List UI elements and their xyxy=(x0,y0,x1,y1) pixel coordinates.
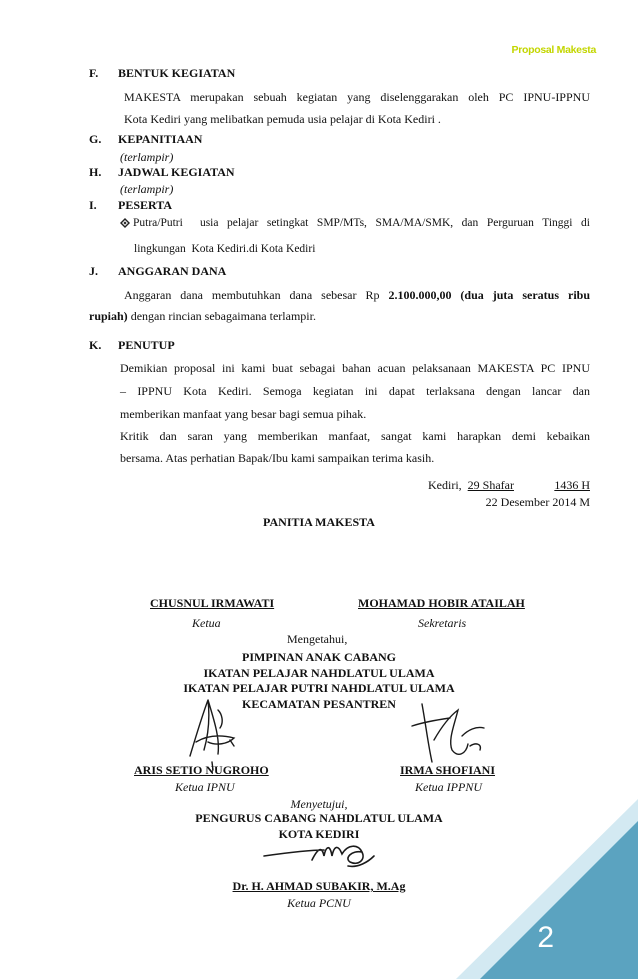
date-hijri-year: 1436 H xyxy=(554,478,590,492)
date-place: Kediri, xyxy=(428,478,462,492)
committee-title: PANITIA MAKESTA xyxy=(263,515,375,529)
pcnu-role: Ketua PCNU xyxy=(287,896,351,910)
section-k-line-4: Kritik dan saran yang memberikan manfaat, sangat kami harapkan demi kebaikan xyxy=(120,429,590,443)
date-hijri xyxy=(428,478,590,493)
signature-pcnu xyxy=(262,838,378,874)
diamond-bullet-icon xyxy=(120,218,130,228)
section-i-line-1: Putra/Putri usia pelajar setingkat SMP/MTs, SMA/MA/SMK, dan Perguruan Tinggi di xyxy=(133,217,590,229)
section-f-line-2: Kota Kediri yang melibatkan pemuda usia pelajar di Kota Kediri . xyxy=(124,112,441,126)
section-g-number: G. xyxy=(89,132,102,146)
section-g-heading xyxy=(89,132,202,147)
ippnu-role: Ketua IPPNU xyxy=(415,780,482,794)
section-h-number: H. xyxy=(89,165,102,179)
ipnu-name: ARIS SETIO NUGROHO xyxy=(134,763,269,777)
header-title: Proposal Makesta xyxy=(511,44,596,56)
signature-ippnu xyxy=(398,696,490,768)
pc-line-2: KOTA KEDIRI xyxy=(278,826,360,841)
mengetahui-label: Mengetahui, xyxy=(287,632,348,646)
section-j-amount-end: rupiah) xyxy=(89,309,128,323)
section-i-title: PESERTA xyxy=(118,198,173,212)
section-j-heading xyxy=(89,264,226,279)
section-k-line-3: memberikan manfaat yang besar bagi semua pihak. xyxy=(120,407,367,421)
section-g-note: (terlampir) xyxy=(120,150,174,164)
section-j-title: ANGGARAN DANA xyxy=(118,264,227,278)
section-g-title: KEPANITIAAN xyxy=(118,132,203,146)
date-masehi: 22 Desember 2014 M xyxy=(485,495,590,509)
section-j-line-1-text: Anggaran dana membutuhkan dana sebesar Rp xyxy=(124,288,389,302)
section-j-line-2-text: dengan rincian sebagaimana terlampir. xyxy=(127,309,316,323)
menyetujui-label: Menyetujui, xyxy=(290,797,348,811)
section-i-item xyxy=(120,217,590,229)
pac-line-3: IKATAN PELAJAR PUTRI NAHDLATUL ULAMA xyxy=(183,681,455,695)
section-k-heading xyxy=(89,338,175,353)
sekretaris-role: Sekretaris xyxy=(418,616,467,630)
pcnu-name-text: Dr. H. AHMAD SUBAKIR, M.Ag xyxy=(232,879,406,893)
section-k-number: K. xyxy=(89,338,102,352)
ippnu-name: IRMA SHOFIANI xyxy=(400,763,496,777)
section-h-note: (terlampir) xyxy=(120,182,174,196)
pac-line-1: PIMPINAN ANAK CABANG xyxy=(242,650,396,664)
ipnu-role: Ketua IPNU xyxy=(175,780,235,794)
section-j-line-2 xyxy=(89,305,589,327)
section-i-line-2: lingkungan Kota Kediri.di Kota Kediri xyxy=(134,243,316,255)
section-k-line-5: bersama. Atas perhatian Bapak/Ibu kami sampaikan terima kasih. xyxy=(120,451,435,465)
signature-ipnu xyxy=(178,692,248,772)
section-f-number: F. xyxy=(89,66,99,80)
section-h-title: JADWAL KEGIATAN xyxy=(118,165,235,179)
section-h-heading xyxy=(89,165,235,180)
page-number: 2 xyxy=(537,921,554,954)
pac-block xyxy=(0,650,638,712)
ketua-name: CHUSNUL IRMAWATI xyxy=(150,596,275,610)
pac-line-4: KECAMATAN PESANTREN xyxy=(242,696,396,711)
sekretaris-name: MOHAMAD HOBIR ATAILAH xyxy=(358,596,525,610)
section-i-heading xyxy=(89,198,172,213)
pac-line-2: IKATAN PELAJAR NAHDLATUL ULAMA xyxy=(203,665,435,680)
section-k-line-1: Demikian proposal ini kami buat sebagai bahan acuan pelaksanaan MAKESTA PC IPNU xyxy=(120,361,590,375)
section-f-line-1: MAKESTA merupakan sebuah kegiatan yang diselenggarakan oleh PC IPNU-IPPNU xyxy=(124,90,590,104)
pc-line-1: PENGURUS CABANG NAHDLATUL ULAMA xyxy=(195,811,443,825)
section-f-title: BENTUK KEGIATAN xyxy=(118,66,236,80)
section-k-title: PENUTUP xyxy=(118,338,175,352)
section-j-number: J. xyxy=(89,264,98,278)
section-j-line-1 xyxy=(124,284,590,306)
section-f-heading xyxy=(89,66,235,81)
section-i-number: I. xyxy=(89,198,97,212)
section-k-line-2: – IPPNU Kota Kediri. Semoga kegiatan ini dapat terlaksana dengan lancar dan xyxy=(120,384,590,398)
date-hijri-day: 29 Shafar xyxy=(467,478,514,492)
section-j-amount: 2.100.000,00 (dua juta seratus ribu xyxy=(388,288,591,302)
ketua-role: Ketua xyxy=(192,616,221,630)
